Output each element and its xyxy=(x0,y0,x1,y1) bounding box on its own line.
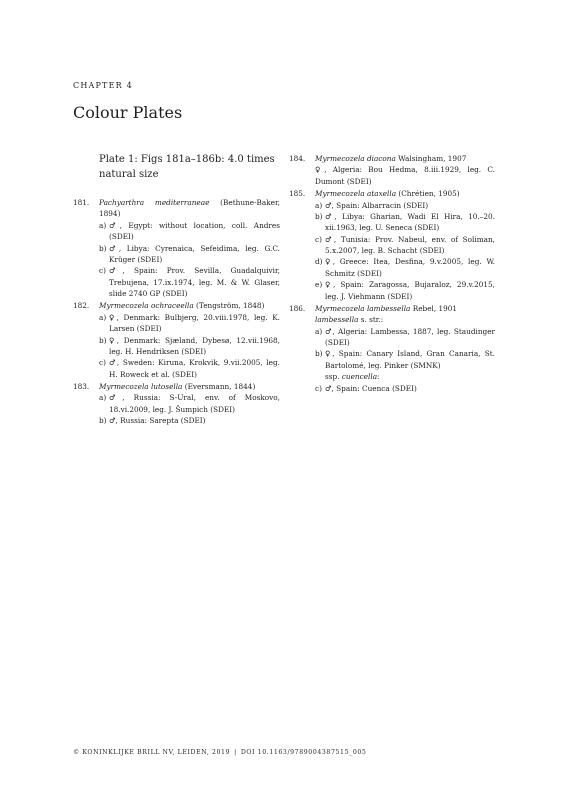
species-entry-182 xyxy=(73,300,280,380)
specimen-item xyxy=(315,383,495,394)
item-label: b) xyxy=(315,349,323,359)
species-entry-183 xyxy=(73,381,280,427)
item-text: ♀, Greece: Itea, Desfina, 9.v.2005, leg. W. Schmitz (SDEI) xyxy=(325,257,495,278)
species-entry-181 xyxy=(73,197,280,299)
specimen-item xyxy=(99,220,280,243)
item-text: ♂, Russia: Sarepta (SDEI) xyxy=(109,416,206,426)
subspecies-suffix: : xyxy=(377,372,380,382)
species-name: Myrmecozela lutosella xyxy=(99,382,183,391)
item-text: ♀, Denmark: Bulbjerg, 20.viii.1978, leg. K. Larsen (SDEI) xyxy=(109,312,280,334)
item-text: ♂, Russia: S-Ural, env. of Moskovo, 18.vi.2009, leg. J. Šumpich (SDEI) xyxy=(109,393,280,414)
entry-heading xyxy=(315,188,495,199)
right-column xyxy=(289,153,495,395)
item-label: a) xyxy=(99,220,107,230)
entry-number: 183. xyxy=(73,382,90,391)
species-name: Myrmecozela ochraceella xyxy=(99,301,194,311)
doi-text: DOI 10.1163/9789004387515_005 xyxy=(240,749,367,756)
subspecies-heading xyxy=(315,314,495,325)
item-label: a) xyxy=(315,200,323,210)
specimen-item xyxy=(315,234,495,257)
chapter-label: CHAPTER 4 xyxy=(73,81,133,90)
species-entry-184 xyxy=(289,153,495,187)
subspecies-name: lambessella xyxy=(315,315,359,325)
item-label: e) xyxy=(315,280,323,290)
entry-number: 185. xyxy=(289,189,306,199)
item-text: ♂, Libya: Cyrenaica, Sefeidima, leg. G.C. Krüger (SDEI) xyxy=(109,243,280,264)
item-label: c) xyxy=(99,266,106,276)
item-label: a) xyxy=(99,312,107,322)
specimen-item xyxy=(315,279,495,302)
item-text: ♂, Libya: Gharian, Wadi El Hira, 10.–20. xii.1963, leg. U. Seneca (SDEI) xyxy=(325,211,495,233)
item-text: ♂, Tunisia: Prov. Nabeul, env. of Soliman, 5.x.2007, leg. B. Schacht (SDEI) xyxy=(325,234,495,255)
entry-heading xyxy=(315,153,495,164)
entry-number: 181. xyxy=(73,198,90,207)
subspecies-suffix: s. str.: xyxy=(358,315,384,325)
entry-number: 186. xyxy=(289,303,306,313)
subspecies-name: cuencella xyxy=(341,372,378,382)
specimen-item xyxy=(99,335,280,358)
subspecies-heading xyxy=(315,371,495,382)
specimen-item xyxy=(315,348,495,371)
page-footer xyxy=(73,749,366,756)
specimen-item xyxy=(99,415,280,426)
item-label: d) xyxy=(315,257,323,267)
entry-number: 182. xyxy=(73,301,90,311)
specimen-item xyxy=(315,211,495,234)
species-entry-185 xyxy=(289,188,495,302)
species-author: Rebel, 1901 xyxy=(410,303,458,313)
plate-heading: Plate 1: Figs 181a–186b: 4.0 times natural size xyxy=(99,154,275,180)
left-column xyxy=(73,197,280,428)
item-label: c) xyxy=(99,358,106,368)
species-entry-186 xyxy=(289,303,495,394)
item-text: ♂, Spain: Prov. Sevilla, Guadalquivir, Trebujena, 17.ix.1974, leg. M. & W. Glaser, slide 2740 GP (SDEI) xyxy=(109,266,280,298)
entry-heading xyxy=(99,197,280,220)
chapter-title: Colour Plates xyxy=(73,103,183,122)
specimen-item xyxy=(99,312,280,335)
specimen-item xyxy=(315,256,495,279)
item-text: ♂, Sweden: Kiruna, Krokvik, 9.vii.2005, leg. H. Roweck et al. (SDEI) xyxy=(109,358,280,379)
species-author: (Tengström, 1848) xyxy=(193,301,265,311)
item-text: ♀, Denmark: Sjæland, Dybesø, 12.vii.1968, leg. H. Hendriksen (SDEI) xyxy=(109,335,280,356)
item-label: c) xyxy=(315,234,322,244)
item-label: b) xyxy=(99,335,107,345)
species-author: (Eversmann, 1844) xyxy=(182,382,256,391)
specimen-item xyxy=(99,357,280,380)
item-text: ♂, Spain: Albarracin (SDEI) xyxy=(325,200,429,210)
item-text: ♀, Spain: Canary Island, Gran Canaria, St. Bartolomé, leg. Pinker (SMNK) xyxy=(325,349,495,370)
copyright-text: © KONINKLIJKE BRILL NV, LEIDEN, 2019 xyxy=(73,749,231,756)
item-text: ♀, Spain: Zaragossa, Bujaraloz, 29.v.2015, leg. J. Viehmann (SDEI) xyxy=(325,280,495,301)
species-author: Walsingham, 1907 xyxy=(395,154,467,163)
item-text: ♂, Spain: Cuenca (SDEI) xyxy=(325,383,417,393)
item-label: c) xyxy=(315,383,322,393)
item-label: a) xyxy=(99,393,107,403)
species-name: Pachyarthra mediterraneae xyxy=(99,198,210,207)
item-label: b) xyxy=(99,243,107,253)
specimen-item xyxy=(99,265,280,299)
subspecies-prefix: ssp. xyxy=(325,372,342,382)
item-text: ♂, Algeria: Lambessa, 1887, leg. Staudinger (SDEI) xyxy=(325,326,495,347)
item-label: a) xyxy=(315,326,323,336)
species-name: Myrmecozela lambessella xyxy=(315,303,411,313)
specimen-item xyxy=(315,326,495,349)
item-label: b) xyxy=(315,211,323,221)
species-name: Myrmecozela diacona xyxy=(315,154,396,163)
species-author: (Bethune-Baker, 1894) xyxy=(99,198,280,219)
entry-heading xyxy=(99,300,280,311)
entry-heading xyxy=(315,303,495,314)
footer-separator: | xyxy=(234,749,237,756)
species-name: Myrmecozela ataxella xyxy=(315,189,397,199)
species-author: (Chrétien, 1905) xyxy=(396,189,460,199)
entry-number: 184. xyxy=(289,154,306,163)
item-label: b) xyxy=(99,416,107,426)
entry-heading xyxy=(99,381,280,392)
specimen-item xyxy=(99,243,280,266)
item-text: ♂, Egypt: without location, coll. Andres (SDEI) xyxy=(109,220,280,242)
specimen-item xyxy=(315,200,495,211)
specimen-item xyxy=(99,392,280,415)
specimen-text: ♀, Algeria: Bou Hedma, 8.iii.1929, leg. C. Dumont (SDEI) xyxy=(315,165,495,186)
